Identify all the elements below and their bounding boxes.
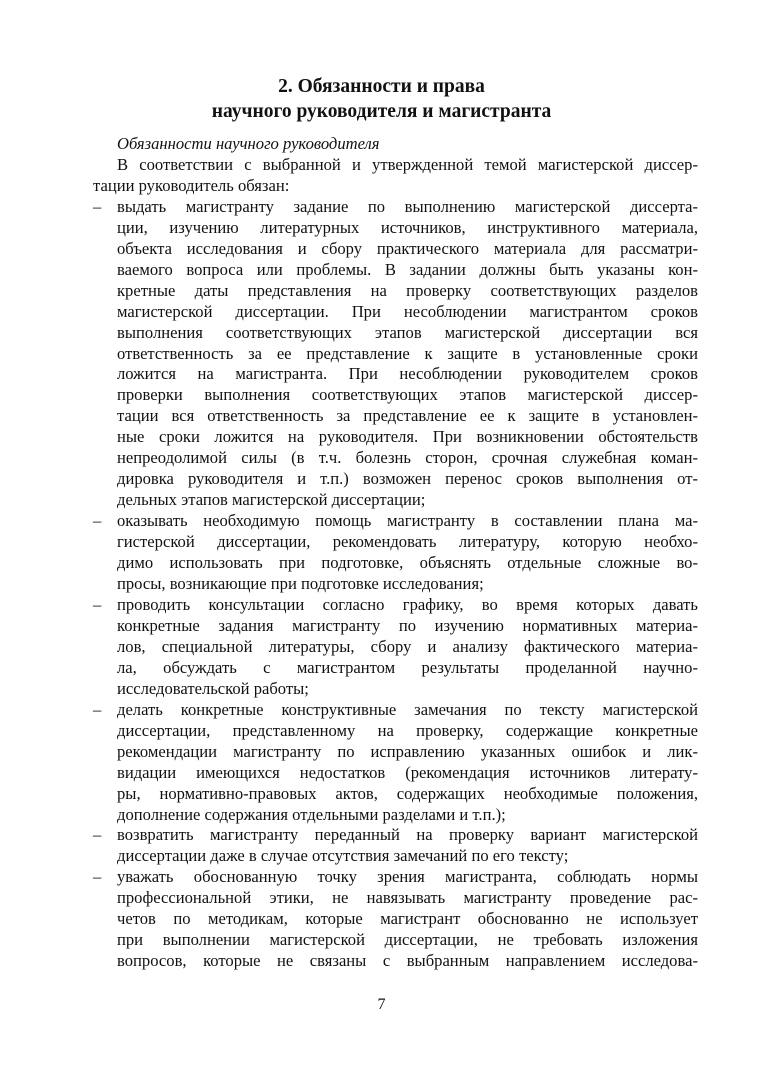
text-line: гистерской диссертации, рекомендовать литературу, которую необхо- — [117, 532, 698, 552]
text-line: проводить консультации согласно графику, во время которых давать — [117, 594, 698, 614]
document-body — [93, 134, 698, 972]
text-line: ответственность за ее представление к защите в установленные сроки — [117, 343, 698, 363]
text-line: лов, специальной литературы, сбору и анализу фактического материа- — [117, 636, 698, 656]
text-line: оказывать необходимую помощь магистранту в составлении плана ма- — [117, 511, 698, 531]
text-line: рекомендации магистранту по исправлению указанных ошибок и лик- — [117, 741, 698, 761]
text-line: ваемого вопроса или проблемы. В задании должны быть указаны кон- — [117, 259, 698, 279]
bullet-item — [93, 511, 698, 595]
dash-bullet-icon: – — [93, 511, 102, 531]
page-number: 7 — [377, 996, 386, 1013]
bullet-item — [93, 825, 698, 867]
section-title-line: 2. Обязанности и права — [278, 76, 485, 97]
text-line: ные сроки ложится на руководителя. При возникновении обстоятельств — [117, 427, 698, 447]
text-line: тации руководитель обязан: — [93, 175, 290, 195]
text-line: выдать магистранту задание по выполнению магистерской диссерта- — [117, 196, 698, 216]
text-line: диссертации даже в случае отсутствия замечаний по его тексту; — [117, 846, 569, 866]
intro-paragraph — [93, 155, 698, 197]
text-line: В соответствии с выбранной и утвержденной темой магистерской диссер- — [117, 154, 698, 174]
bullet-item — [93, 700, 698, 826]
text-line: видации имеющихся недостатков (рекомендация источников литерату- — [117, 762, 698, 782]
dash-bullet-icon: – — [93, 196, 102, 216]
dash-bullet-icon: – — [93, 594, 102, 614]
bullet-item — [93, 197, 698, 511]
subheading: Обязанности научного руководителя — [117, 134, 380, 153]
text-line: ложится на магистранта. При несоблюдении руководителем сроков — [117, 364, 698, 384]
dash-bullet-icon: – — [93, 867, 102, 887]
text-line: профессиональной этики, не навязывать магистранту проведение рас- — [117, 888, 698, 908]
bullet-item — [93, 595, 698, 700]
dash-bullet-icon: – — [93, 699, 102, 719]
text-line: дельных этапов магистерской диссертации; — [117, 490, 426, 510]
text-line: ла, обсуждать с магистрантом результаты проделанной научно- — [117, 657, 698, 677]
text-line: димо использовать при подготовке, объяснять отдельные сложные во- — [117, 553, 698, 573]
text-line: просы, возникающие при подготовке исследования; — [117, 574, 484, 594]
bullet-list — [93, 197, 698, 972]
text-line: дировка руководителя и т.п.) возможен перенос сроков выполнения от- — [117, 469, 698, 489]
text-line: делать конкретные конструктивные замечания по тексту магистерской — [117, 699, 698, 719]
text-line: магистерской диссертации. При несоблюдении магистрантом сроков — [117, 301, 698, 321]
section-title — [0, 74, 763, 124]
text-line: ры, нормативно-правовых актов, содержащих необходимые положения, — [117, 783, 698, 803]
dash-bullet-icon: – — [93, 825, 102, 845]
text-line: дополнение содержания отдельными разделами и т.п.); — [117, 804, 506, 824]
text-line: исследовательской работы; — [117, 678, 309, 698]
text-line: непреодолимой силы (в т.ч. болезнь сторон, срочная служебная коман- — [117, 448, 698, 468]
text-line: кретные даты представления на проверку соответствующих разделов — [117, 280, 698, 300]
section-title-line: научного руководителя и магистранта — [211, 101, 552, 122]
text-line: тации вся ответственность за представление ее к защите в установлен- — [117, 406, 698, 426]
text-line: выполнения соответствующих этапов магистерской диссертации вся — [117, 322, 698, 342]
text-line: уважать обоснованную точку зрения магистранта, соблюдать нормы — [117, 867, 698, 887]
text-line: четов по методикам, которые магистрант обоснованно не использует — [117, 909, 698, 929]
text-line: ции, изучению литературных источников, инструктивного материала, — [117, 217, 698, 237]
text-line: объекта исследования и сбору практического материала для рассматри- — [117, 238, 698, 258]
text-line: проверки выполнения соответствующих этапов магистерской диссер- — [117, 385, 698, 405]
text-line: конкретные задания магистранту по изучению нормативных материа- — [117, 615, 698, 635]
text-line: возвратить магистранту переданный на проверку вариант магистерской — [117, 825, 698, 845]
bullet-item — [93, 867, 698, 972]
text-line: диссертации, представленному на проверку, содержащие конкретные — [117, 720, 698, 740]
text-line: вопросов, которые не связаны с выбранным направлением исследова- — [117, 951, 698, 971]
text-line: при выполнении магистерской диссертации, не требовать изложения — [117, 930, 698, 950]
